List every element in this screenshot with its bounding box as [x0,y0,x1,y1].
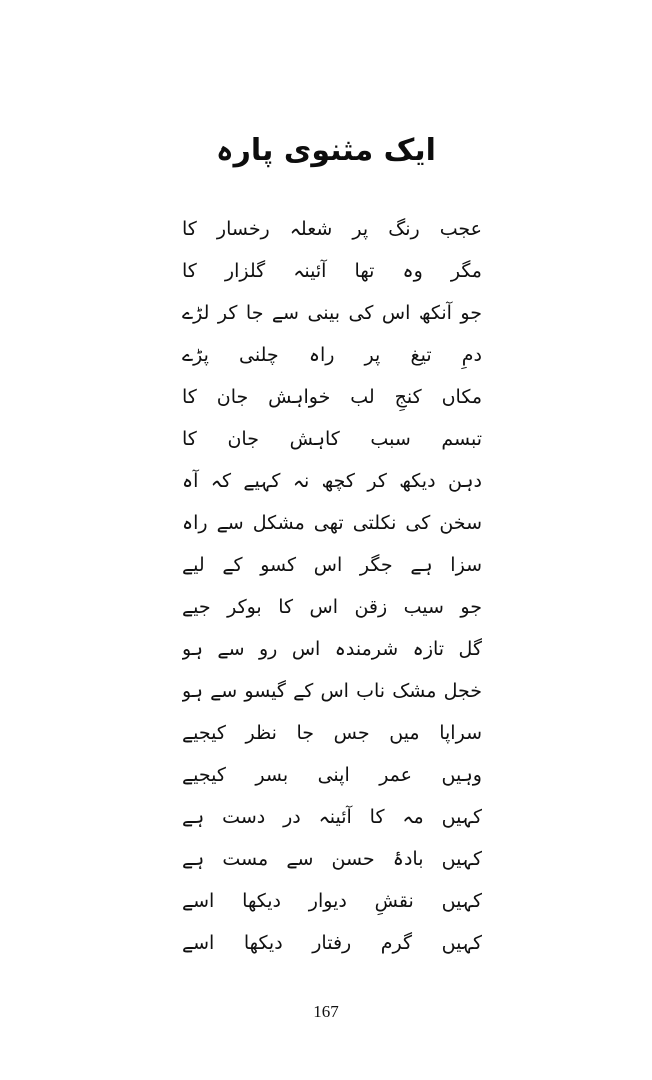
poem-line: کہیں گرم رفتار دیکھا اسے [182,932,482,954]
poem-line: مگر وہ تھا آئینہ گلزار کا [182,260,482,282]
poem-line: جو سیب زقن اس کا بوکر جیے [182,596,482,618]
poem-line: سخن کی نکلتی تھی مشکل سے راہ [182,512,482,534]
poem-line: دہن دیکھ کر کچھ نہ کہیے کہ آہ [182,470,482,492]
poem-line: دمِ تیغ پر راہ چلنی پڑے [182,344,482,366]
poem-line: مکاں کنجِ لب خواہش جان کا [182,386,482,408]
poem-body [182,208,482,964]
poem-line: وہیں عمر اپنی بسر کیجیے [182,764,482,786]
page-number: 167 [313,1002,339,1021]
poem-line: سراپا میں جس جا نظر کیجیے [182,722,482,744]
poem-line: کہیں نقشِ دیوار دیکھا اسے [182,890,482,912]
poem-line: گل تازہ شرمندہ اس رو سے ہو [182,638,482,660]
poem-line: خجل مشک ناب اس کے گیسو سے ہو [182,680,482,702]
poem-line: کہیں مہ کا آئینہ در دست ہے [182,806,482,828]
poem-line: تبسم سبب کاہش جان کا [182,428,482,450]
poem-line: عجب رنگ پر شعلہ رخسار کا [182,218,482,240]
poem-line: کہیں بادۂ حسن سے مست ہے [182,848,482,870]
poem-line: جو آنکھ اس کی بینی سے جا کر لڑے [182,302,482,324]
poem-line: سزا ہے جگر اس کسو کے لیے [182,554,482,576]
poem-title: ایک مثنوی پارہ [216,133,436,168]
